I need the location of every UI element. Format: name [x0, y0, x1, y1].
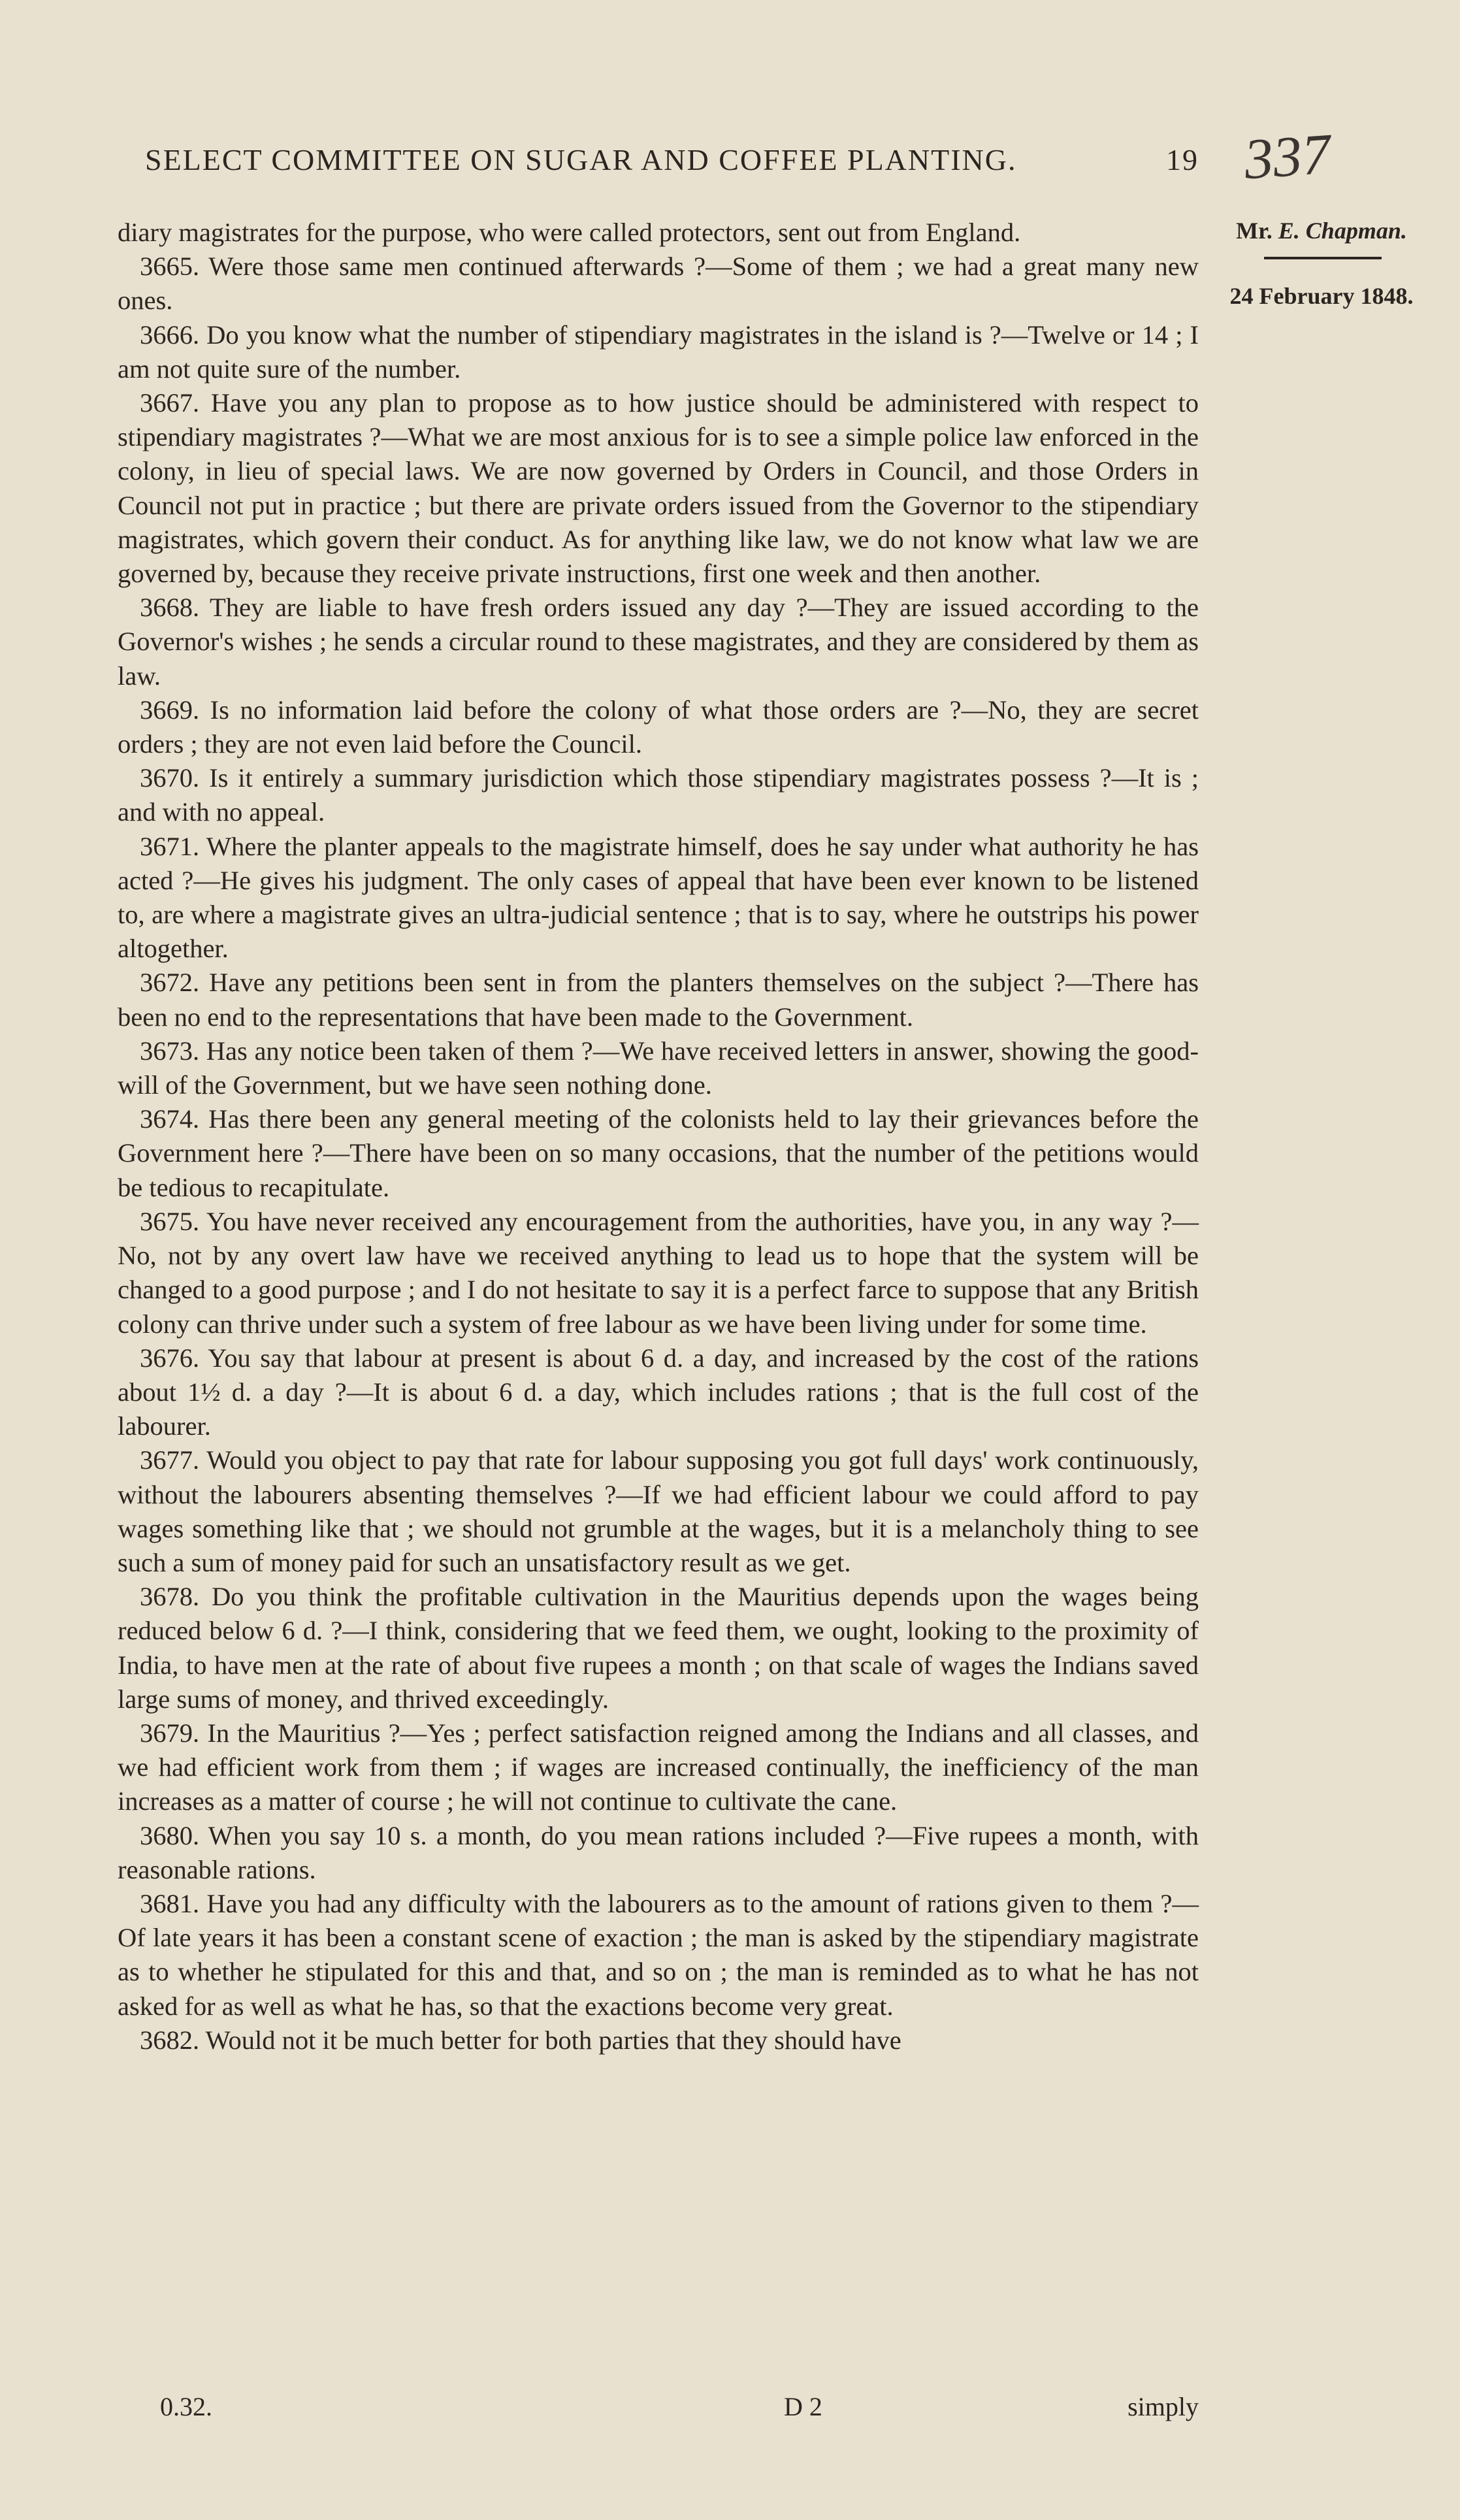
question-3666: 3666. Do you know what the number of stipendiary magistrates in the island is ?—Twelve or 14 ; I am not quite sure of the number. [118, 319, 1199, 384]
question-3679: 3679. In the Mauritius ?—Yes ; perfect satisfaction reigned among the Indians and all classes, and we had efficient work from them ; if wages are increased continually, the inefficiency of the man increases as a matter of course ; he will not continue to cultivate the cane. [118, 1718, 1199, 1816]
hearing-date-margin: 24 February 1848. [1229, 283, 1414, 309]
running-title: SELECT COMMITTEE ON SUGAR AND COFFEE PLANTING. [145, 143, 1017, 176]
sheet-number: 0.32. [160, 2392, 212, 2421]
witness-name-margin [1220, 217, 1423, 244]
question-3677: 3677. Would you object to pay that rate for labour supposing you got full days' work continuously, without the labourers absenting themselves ?—If we had efficient labour we could afford to pay wages something like that ; we should not grumble at the wages, but it is a melancholy thing to see such a sum of money paid for such an unsatisfactory result as we get. [118, 1445, 1199, 1577]
page-number: 19 [1166, 143, 1199, 176]
question-3671: 3671. Where the planter appeals to the magistrate himself, does he say under what authority he has acted ?—He gives his judgment. The only cases of appeal that have been ever known to be listened to, are where a magistrate gives an ultra-judicial sentence ; that is to say, where he outstrips his power altogether. [118, 831, 1199, 964]
question-3674: 3674. Has there been any general meeting of the colonists held to lay their grievances before the Government here ?—There have been on so many occasions, that the number of the petitions would be tedious to recapitulate. [118, 1104, 1199, 1202]
question-3667: 3667. Have you any plan to propose as to how justice should be administered with respect to stipendiary magistrates ?—What we are most anxious for is to see a simple police law enforced in the colony, in lieu of special laws. We are now governed by Orders in Council, and those Orders in Council not put in practice ; but there are private orders issued from the Governor to the stipendiary magistrates, which govern their conduct. As for anything like law, we do not know what law we are governed by, because they receive private instructions, first one week and then another. [118, 388, 1199, 589]
question-3675: 3675. You have never received any encouragement from the authorities, have you, in any way ?—No, not by any overt law have we received anything to lead us to hope that the system will be changed to a good purpose ; and I do not hesitate to say it is a perfect farce to suppose that any British colony can thrive under such a system of free labour as we have been living under for some time. [118, 1206, 1199, 1339]
signature-mark: D 2 [784, 2392, 822, 2421]
handwritten-folio-number: 337 [1242, 122, 1333, 192]
margin-divider [1264, 257, 1382, 259]
question-3668: 3668. They are liable to have fresh orders issued any day ?—They are issued according to the Governor's wishes ; he sends a circular round to these magistrates, and they are considered by them as law. [118, 593, 1199, 691]
question-3670: 3670. Is it entirely a summary jurisdiction which those stipendiary magistrates possess ?—It is ; and with no appeal. [118, 763, 1199, 827]
question-3673: 3673. Has any notice been taken of them ?—We have received letters in answer, showing the good-will of the Government, but we have seen nothing done. [118, 1036, 1199, 1100]
question-3680: 3680. When you say 10 s. a month, do you mean rations included ?—Five rupees a month, with reasonable rations. [118, 1820, 1199, 1884]
question-3669: 3669. Is no information laid before the colony of what those orders are ?—No, they are secret orders ; they are not even laid before the Council. [118, 695, 1199, 759]
testimony-body [118, 216, 1199, 2057]
witness-prefix: Mr. [1236, 218, 1273, 244]
question-3678: 3678. Do you think the profitable cultivation in the Mauritius depends upon the wages being reduced below 6 d. ?—I think, considering that we feed them, we ought, looking to the proximity of India, to have men at the rate of about five rupees a month ; on that scale of wages the Indians saved large sums of money, and thrived exceedingly. [118, 1582, 1199, 1714]
question-3681: 3681. Have you had any difficulty with the labourers as to the amount of rations given to them ?—Of late years it has been a constant scene of exaction ; the man is asked by the stipendiary magistrate as to whether he stipulated for this and that, and so on ; the man is reminded as to what he has not asked for as well as what he has, so that the exactions become very great. [118, 1888, 1199, 2021]
catchword: simply [1127, 2392, 1199, 2421]
question-3672: 3672. Have any petitions been sent in from the planters themselves on the subject ?—There has been no end to the representations that have been made to the Government. [118, 968, 1199, 1032]
page-header [145, 142, 1199, 177]
continuation-paragraph: diary magistrates for the purpose, who were called protectors, sent out from England. [118, 218, 1021, 247]
question-3682: 3682. Would not it be much better for both parties that they should have [140, 2025, 901, 2055]
question-3676: 3676. You say that labour at present is about 6 d. a day, and increased by the cost of the rations about 1½ d. a day ?—It is about 6 d. a day, which includes rations ; that is the full cost of the labourer. [118, 1343, 1199, 1441]
witness-name: E. Chapman. [1278, 218, 1407, 244]
question-3665: 3665. Were those same men continued afterwards ?—Some of them ; we had a great many new ones. [118, 252, 1199, 316]
